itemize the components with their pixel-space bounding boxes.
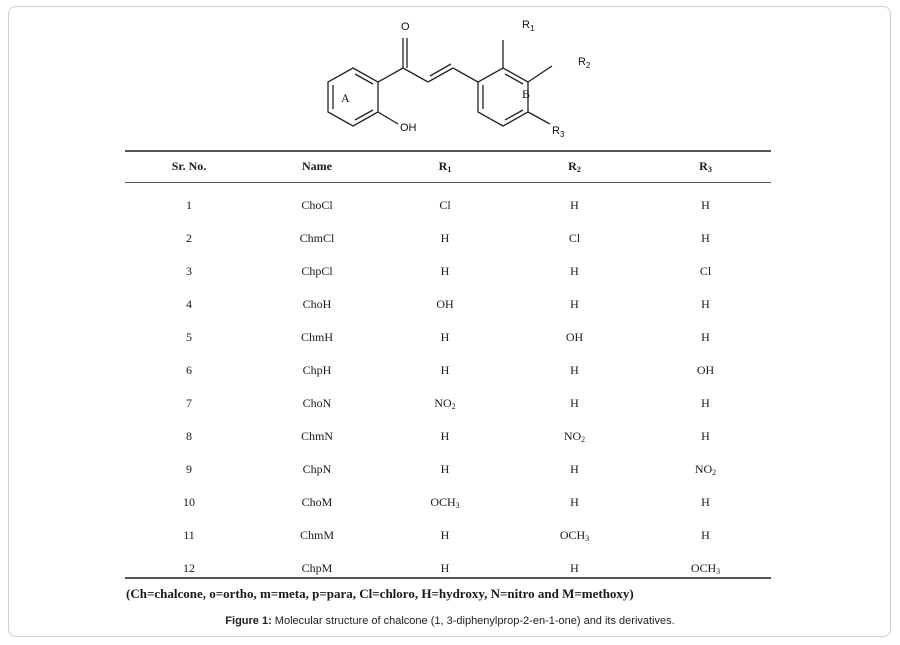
cell-r1: H [440,264,450,278]
cell-name: ChmCl [299,231,335,245]
ring-a [328,68,378,126]
cell-name: ChmH [300,330,333,344]
cell-r1: H [440,231,450,245]
header-r2: $R_2$ [568,159,581,174]
cell-name: ChpH [302,363,332,377]
cell-r3: H [701,297,710,311]
cell-r1: $OCH_3$ [430,495,460,510]
table-row [125,552,771,585]
cell-r2: H [570,462,579,476]
table-body [125,183,771,585]
cell-name: ChpM [301,561,333,575]
cell-r2: H [570,264,579,278]
cell-r2: $NO_2$ [563,429,586,444]
cell-sr-no: 12 [183,561,195,575]
cell-r3: H [701,528,710,542]
header-r1: $R_1$ [438,159,452,174]
caption-label: Figure 1: [225,615,272,627]
ring-b [478,40,552,126]
cell-r2: H [570,363,579,377]
cell-r3: H [701,330,710,344]
figure-caption [0,615,900,627]
ring-a-label: A [341,91,350,105]
cell-r3: Cl [699,264,712,278]
cell-r2: Cl [568,231,581,245]
table-row [125,420,771,453]
cell-sr-no: 9 [186,462,192,476]
header-sr-no: Sr. No. [171,159,207,173]
cell-r2: OH [565,330,584,344]
cell-sr-no: 2 [186,231,192,245]
caption-text: Molecular structure of chalcone (1, 3-diphenylprop-2-en-1-one) and its derivatives. [271,615,675,627]
r1-label: $R_1$ [522,19,535,33]
cell-r3: H [701,495,710,509]
cell-sr-no: 5 [186,330,192,344]
table-row [125,288,771,321]
cell-name: ChoM [301,495,333,509]
cell-r1: $NO_2$ [434,396,456,411]
cell-sr-no: 7 [186,396,192,410]
enone-chain [378,38,478,124]
cell-r3: H [701,198,710,212]
table-row [125,486,771,519]
cell-r3: OH [696,363,715,377]
cell-name: ChmN [300,429,333,443]
table-row [125,183,771,222]
cell-name: ChoH [302,297,332,311]
r3-label: $R_3$ [552,125,565,139]
cell-r1: H [440,363,450,377]
cell-sr-no: 8 [186,429,192,443]
hydroxyl-label: OH [400,122,417,134]
table-row [125,519,771,552]
table-row [125,255,771,288]
cell-r1: H [440,528,450,542]
cell-r1: H [440,330,450,344]
cell-r3: $NO_2$ [694,462,717,477]
cell-r1: H [440,462,450,476]
r2-label: $R_2$ [578,56,591,70]
cell-r1: OH [436,297,454,311]
cell-r3: $OCH_3$ [690,561,721,576]
table-row [125,354,771,387]
cell-r2: H [570,561,579,575]
table-row [125,387,771,420]
cell-r2: $OCH_3$ [559,528,590,543]
cell-name: ChoN [302,396,332,410]
cell-name: ChoCl [301,198,333,212]
cell-r1: H [440,429,450,443]
cell-name: ChpCl [301,264,333,278]
cell-r2: H [570,198,579,212]
cell-r2: H [570,495,579,509]
table-row [125,453,771,486]
table-row [125,222,771,255]
oxygen-label: O [401,21,410,33]
abbreviations-note: (Ch=chalcone, o=ortho, m=meta, p=para, Cl=chloro, H=hydroxy, N=nitro and M=methoxy) [126,586,634,601]
chalcone-structure [300,12,620,142]
cell-sr-no: 11 [183,528,195,542]
data-table [125,150,771,585]
header-row [125,150,771,183]
cell-sr-no: 4 [186,297,192,311]
table-row [125,321,771,354]
cell-r3: H [701,231,710,245]
header-r3: $R_3$ [699,159,712,174]
cell-r1: Cl [439,198,451,212]
ring-b-label: B [522,87,531,101]
cell-r1: H [440,561,450,575]
cell-sr-no: 6 [186,363,192,377]
cell-sr-no: 1 [186,198,192,212]
cell-sr-no: 3 [186,264,192,278]
cell-r2: H [570,396,579,410]
cell-name: ChpN [302,462,332,476]
header-name: Name [302,159,332,173]
cell-name: ChmM [299,528,334,542]
cell-r2: H [570,297,579,311]
cell-r3: H [701,396,710,410]
cell-sr-no: 10 [183,495,195,509]
cell-r3: H [701,429,710,443]
